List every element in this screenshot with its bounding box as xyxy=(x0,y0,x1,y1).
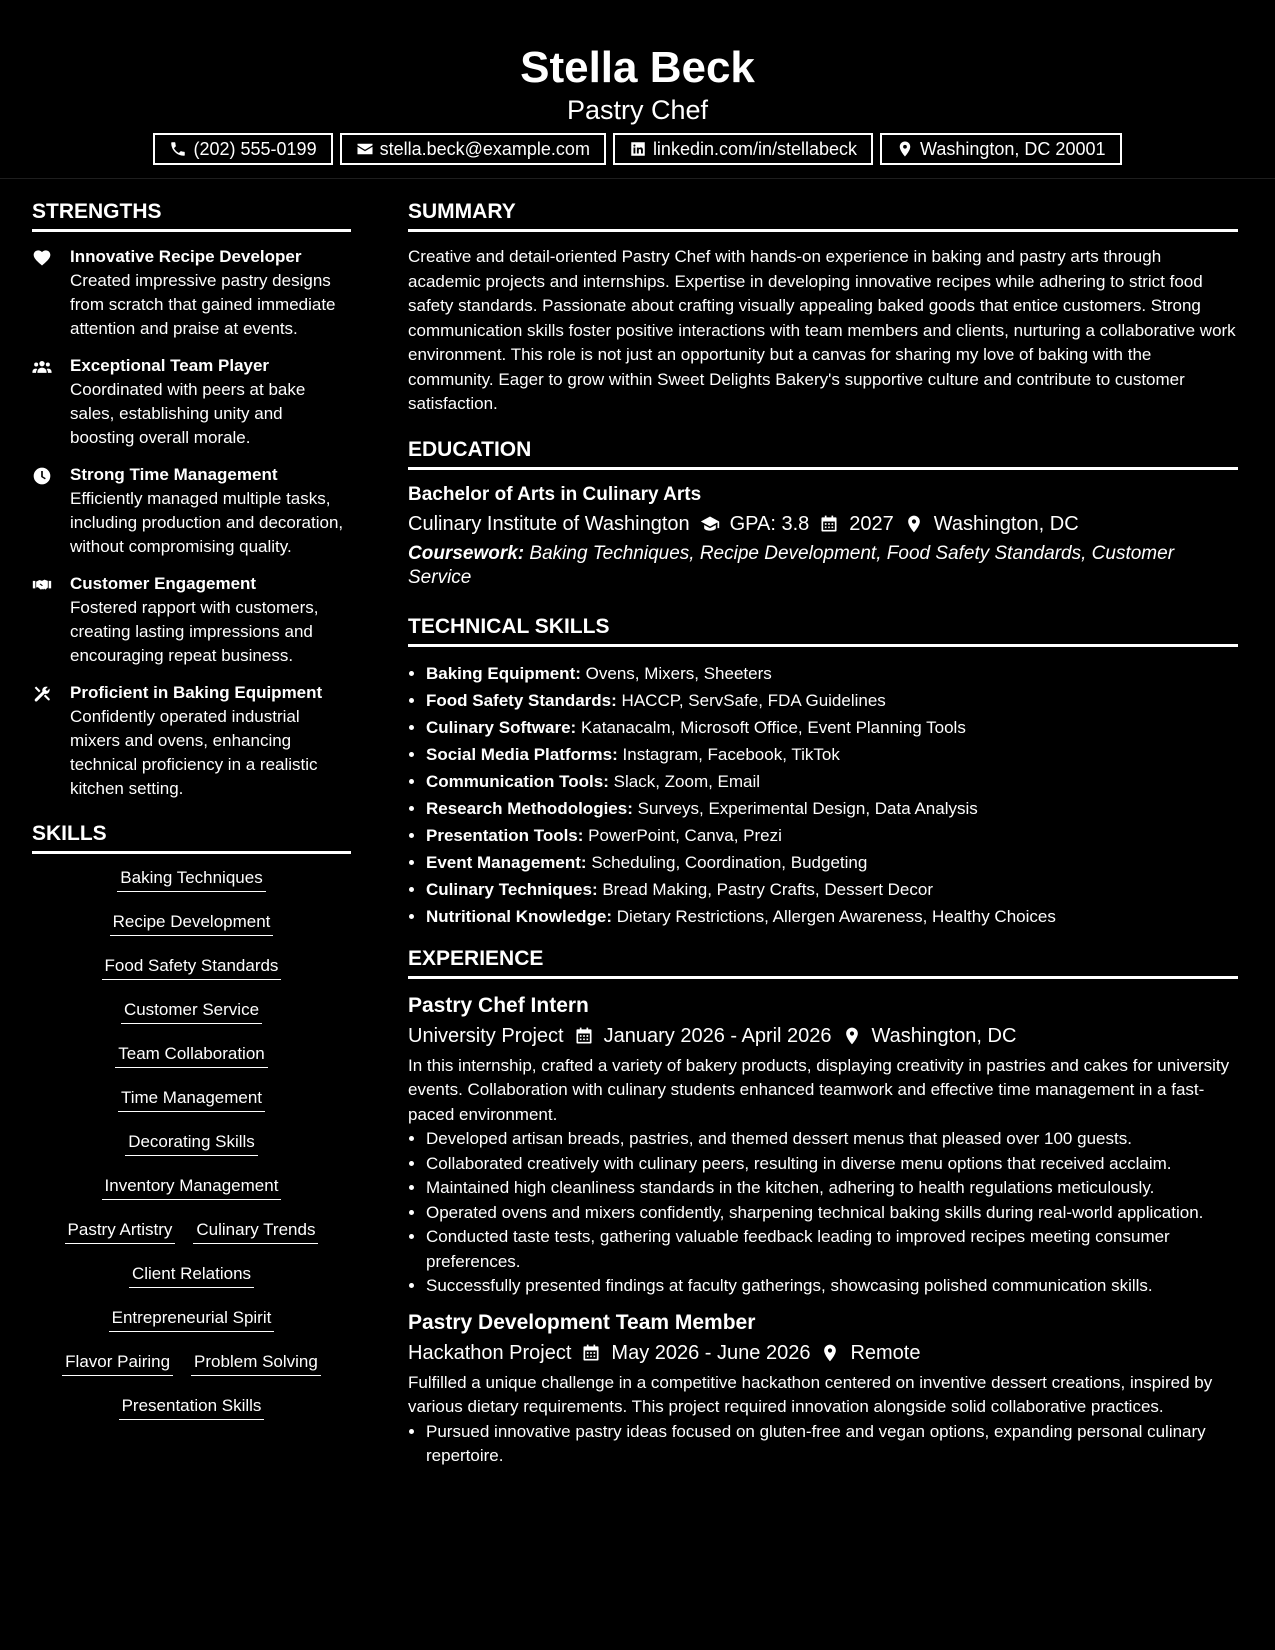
users-icon xyxy=(32,357,52,377)
calendar-icon xyxy=(574,1026,594,1046)
skill-tag: Flavor Pairing xyxy=(62,1351,173,1376)
technical-skill-value: Instagram, Facebook, TikTok xyxy=(622,744,840,764)
contact-bar xyxy=(0,133,1275,165)
job-bullet: • Operated ovens and mixers confidently, sharpening technical baking skills during real-world application. xyxy=(426,1201,1238,1226)
job-org: Hackathon Project xyxy=(408,1341,572,1364)
coursework-list: Baking Techniques, Recipe Development, Food Safety Standards, Customer Service xyxy=(408,542,1175,588)
technical-skill-label: Research Methodologies: xyxy=(426,798,633,818)
strength-title: Innovative Recipe Developer xyxy=(70,247,302,266)
skill-tag: Entrepreneurial Spirit xyxy=(109,1307,275,1332)
clock-icon xyxy=(32,466,52,486)
technical-skill-label: Baking Equipment: xyxy=(426,663,581,683)
map-pin-icon xyxy=(896,140,914,158)
strength-item xyxy=(32,463,351,559)
job-description: Fulfilled a unique challenge in a competitive hackathon centered on inventive dessert creations, inspired by various dietary requirements. This project required innovation alongside solid collaborative practices. xyxy=(408,1372,1213,1416)
skill-row xyxy=(36,1307,347,1332)
skill-tag: Client Relations xyxy=(129,1263,254,1288)
job-location: Washington, DC xyxy=(871,1024,1017,1047)
skill-row xyxy=(36,955,347,980)
skill-row xyxy=(36,1175,347,1200)
contact-phone-text: (202) 555-0199 xyxy=(193,139,317,159)
skill-tag: Culinary Trends xyxy=(193,1219,318,1244)
contact-phone[interactable] xyxy=(153,133,332,165)
job-dates: January 2026 - April 2026 xyxy=(603,1024,832,1047)
skill-row xyxy=(36,1351,347,1376)
technical-skill-value: Slack, Zoom, Email xyxy=(613,771,761,791)
skill-tag: Problem Solving xyxy=(191,1351,321,1376)
technical-skills-heading: TECHNICAL SKILLS xyxy=(408,614,1238,647)
technical-skill-label: Culinary Software: xyxy=(426,717,577,737)
left-column xyxy=(32,179,351,1479)
education-location: Washington, DC xyxy=(933,512,1079,535)
skill-tag: Recipe Development xyxy=(110,911,274,936)
technical-skill-label: Social Media Platforms: xyxy=(426,744,618,764)
summary-text: Creative and detail-oriented Pastry Chef with hands-on experience in baking and pastry arts through academic projects and internships. Expertise in developing innovative recipes while adhering to strict food safety standards. Passionate about crafting visually appealing baked goods that entice customers. Strong communication skills foster positive interactions with team members and clients, nurturing a collaborative work environment. This role is not just an opportunity but a canvas for sharing my love of baking with the community. Eager to grow within Sweet Delights Bakery's supportive culture and contribute to customer satisfaction. xyxy=(408,247,1236,413)
contact-location xyxy=(880,133,1121,165)
technical-skill-value: Katanacalm, Microsoft Office, Event Planning Tools xyxy=(580,717,966,737)
job-title: Pastry Chef Intern xyxy=(408,993,589,1017)
technical-skill-item xyxy=(426,687,1238,714)
skill-row xyxy=(36,1395,347,1420)
technical-skill-item xyxy=(426,903,1238,930)
technical-skill-item xyxy=(426,768,1238,795)
tools-icon xyxy=(32,684,52,704)
technical-skill-item xyxy=(426,876,1238,903)
job-bullet: • Collaborated creatively with culinary peers, resulting in diverse menu options that received acclaim. xyxy=(426,1152,1238,1177)
map-pin-icon xyxy=(842,1026,862,1046)
technical-skill-value: Dietary Restrictions, Allergen Awareness, Healthy Choices xyxy=(616,906,1056,926)
job-bullet: • Conducted taste tests, gathering valuable feedback leading to improved recipes meeting consumer preferences. xyxy=(426,1225,1238,1274)
skill-row xyxy=(36,1043,347,1068)
resume-header xyxy=(0,0,1275,179)
education-gpa: GPA: 3.8 xyxy=(729,512,810,535)
strength-item xyxy=(32,245,351,341)
technical-skill-value: Surveys, Experimental Design, Data Analysis xyxy=(637,798,978,818)
skill-tag: Customer Service xyxy=(121,999,262,1024)
technical-skill-label: Presentation Tools: xyxy=(426,825,584,845)
technical-skill-value: PowerPoint, Canva, Prezi xyxy=(588,825,782,845)
job-location: Remote xyxy=(850,1341,921,1364)
strength-desc: Confidently operated industrial mixers and ovens, enhancing technical proficiency in a realistic kitchen setting. xyxy=(70,707,318,798)
technical-skill-item xyxy=(426,795,1238,822)
job-meta xyxy=(408,1339,1238,1367)
contact-email[interactable] xyxy=(340,133,606,165)
technical-skill-label: Nutritional Knowledge: xyxy=(426,906,613,926)
skill-row xyxy=(36,867,347,892)
skill-row xyxy=(36,1087,347,1112)
education-school: Culinary Institute of Washington xyxy=(408,512,690,535)
contact-linkedin-text: linkedin.com/in/stellabeck xyxy=(652,139,858,159)
linkedin-icon xyxy=(629,140,647,158)
job-description: In this internship, crafted a variety of bakery products, displaying creativity in pastries and cakes for university events. Collaboration with culinary students enhanced teamwork and effective time management in a fast-paced environment. xyxy=(408,1055,1230,1124)
skill-row xyxy=(36,1219,347,1244)
skill-tag: Time Management xyxy=(118,1087,265,1112)
strength-desc: Efficiently managed multiple tasks, including production and decoration, without compromising quality. xyxy=(70,489,344,556)
job-bullet: • Maintained high cleanliness standards in the kitchen, adhering to health regulations meticulously. xyxy=(426,1176,1238,1201)
map-pin-icon xyxy=(904,514,924,534)
technical-skill-item xyxy=(426,822,1238,849)
strength-desc: Fostered rapport with customers, creating lasting impressions and encouraging repeat business. xyxy=(70,598,319,665)
skill-tag: Inventory Management xyxy=(102,1175,282,1200)
strengths-heading: STRENGTHS xyxy=(32,199,351,232)
technical-skill-label: Communication Tools: xyxy=(426,771,609,791)
experience-list xyxy=(408,992,1238,1469)
handshake-icon xyxy=(32,575,52,595)
graduation-cap-icon xyxy=(700,514,720,534)
technical-skill-item xyxy=(426,741,1238,768)
technical-skill-value: Bread Making, Pastry Crafts, Dessert Decor xyxy=(602,879,934,899)
strength-item xyxy=(32,354,351,450)
job-bullets xyxy=(408,1420,1238,1469)
skills-heading: SKILLS xyxy=(32,821,351,854)
education-heading: EDUCATION xyxy=(408,437,1238,470)
contact-location-text: Washington, DC 20001 xyxy=(920,139,1106,159)
experience-heading: EXPERIENCE xyxy=(408,946,1238,979)
contact-linkedin[interactable] xyxy=(613,133,873,165)
education-coursework xyxy=(408,542,1238,590)
phone-icon xyxy=(169,140,187,158)
skill-row xyxy=(36,1263,347,1288)
job-entry xyxy=(408,992,1238,1299)
skill-tag: Pastry Artistry xyxy=(65,1219,176,1244)
technical-skill-item xyxy=(426,660,1238,687)
strength-item xyxy=(32,572,351,668)
strength-title: Strong Time Management xyxy=(70,465,278,484)
coursework-label: Coursework: xyxy=(408,542,525,564)
map-pin-icon xyxy=(820,1343,840,1363)
technical-skill-label: Food Safety Standards: xyxy=(426,690,617,710)
right-column xyxy=(408,179,1238,1479)
job-meta xyxy=(408,1022,1238,1050)
strength-desc: Coordinated with peers at bake sales, establishing unity and boosting overall morale. xyxy=(70,380,306,447)
education-year: 2027 xyxy=(849,512,894,535)
skill-tag: Decorating Skills xyxy=(125,1131,258,1156)
skills-list xyxy=(32,867,351,1420)
technical-skill-value: Scheduling, Coordination, Budgeting xyxy=(591,852,868,872)
strength-item xyxy=(32,681,351,801)
calendar-icon xyxy=(819,514,839,534)
job-bullets xyxy=(408,1127,1238,1299)
strength-title: Customer Engagement xyxy=(70,574,257,593)
technical-skill-label: Event Management: xyxy=(426,852,587,872)
job-bullet: • Developed artisan breads, pastries, and themed dessert menus that pleased over 100 guests. xyxy=(426,1127,1238,1152)
skill-tag: Food Safety Standards xyxy=(102,955,282,980)
technical-skills-list xyxy=(408,660,1238,930)
skill-row xyxy=(36,1131,347,1156)
job-bullet: • Pursued innovative pastry ideas focused on gluten-free and vegan options, expanding personal culinary repertoire. xyxy=(426,1420,1238,1469)
strength-title: Proficient in Baking Equipment xyxy=(70,683,323,702)
education-meta xyxy=(408,510,1238,538)
technical-skill-value: Ovens, Mixers, Sheeters xyxy=(585,663,772,683)
technical-skill-label: Culinary Techniques: xyxy=(426,879,598,899)
education-degree: Bachelor of Arts in Culinary Arts xyxy=(408,483,702,505)
technical-skill-item xyxy=(426,849,1238,876)
calendar-icon xyxy=(581,1343,601,1363)
strength-desc: Created impressive pastry designs from scratch that gained immediate attention and praise at events. xyxy=(70,271,336,338)
job-dates: May 2026 - June 2026 xyxy=(611,1341,811,1364)
skill-tag: Presentation Skills xyxy=(119,1395,265,1420)
candidate-name: Stella Beck xyxy=(520,43,755,92)
skill-tag: Baking Techniques xyxy=(117,867,265,892)
technical-skill-value: HACCP, ServSafe, FDA Guidelines xyxy=(621,690,886,710)
envelope-icon xyxy=(356,140,374,158)
strength-title: Exceptional Team Player xyxy=(70,356,270,375)
job-title: Pastry Development Team Member xyxy=(408,1310,756,1334)
job-org: University Project xyxy=(408,1024,564,1047)
job-entry xyxy=(408,1309,1238,1469)
skill-tag: Team Collaboration xyxy=(115,1043,267,1068)
heart-icon xyxy=(32,248,52,268)
contact-email-text: stella.beck@example.com xyxy=(379,139,590,159)
skill-row xyxy=(36,999,347,1024)
skill-row xyxy=(36,911,347,936)
candidate-title: Pastry Chef xyxy=(566,95,709,125)
summary-heading: SUMMARY xyxy=(408,199,1238,232)
job-bullet: • Successfully presented findings at faculty gatherings, showcasing polished communication skills. xyxy=(426,1274,1238,1299)
technical-skill-item xyxy=(426,714,1238,741)
